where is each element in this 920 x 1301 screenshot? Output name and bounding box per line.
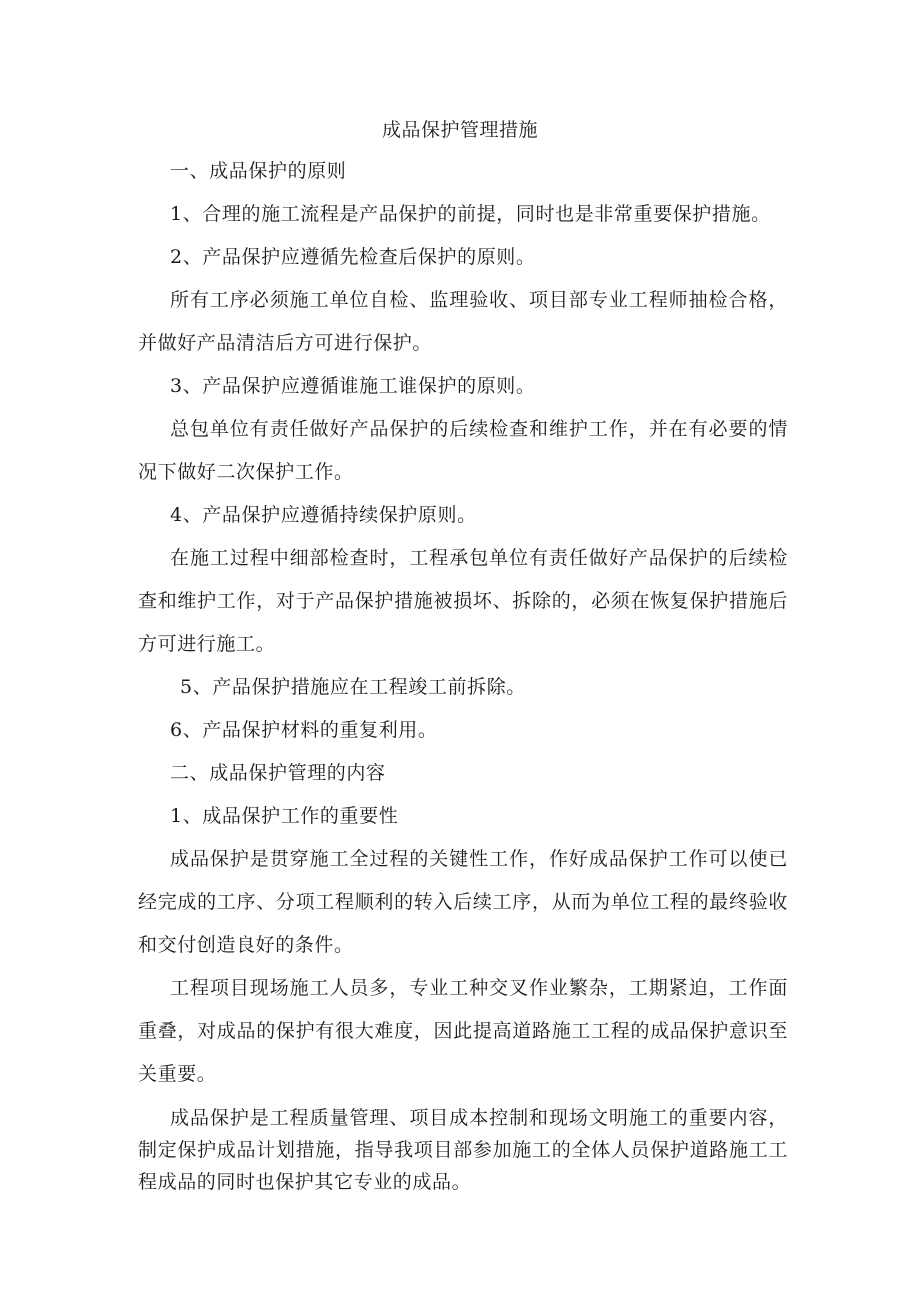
document-body <box>138 150 788 1198</box>
paragraph: 6、产品保护材料的重复利用。 <box>170 719 438 741</box>
section-heading-principles: 一、成品保护的原则 <box>170 160 347 182</box>
paragraph: 在施工过程中细部检查时，工程承包单位有责任做好产品保护的后续检查和维护工作，对于产品保护措施被损坏、拆除的，必须在恢复保护措施后方可进行施工。 <box>138 547 788 655</box>
paragraph: 成品保护是贯穿施工全过程的关键性工作，作好成品保护工作可以使已经完成的工序、分项工程顺利的转入后续工序，从而为单位工程的最终验收和交付创造良好的条件。 <box>138 848 788 956</box>
section-heading-content: 二、成品保护管理的内容 <box>170 762 386 784</box>
paragraph: 2、产品保护应遵循先检查后保护的原则。 <box>170 246 536 268</box>
paragraph: 成品保护是工程质量管理、项目成本控制和现场文明施工的重要内容，制定保护成品计划措施，指导我项目部参加施工的全体人员保护道路施工工程成品的同时也保护其它专业的成品。 <box>138 1107 788 1193</box>
paragraph: 总包单位有责任做好产品保护的后续检查和维护工作，并在有必要的情况下做好二次保护工作。 <box>138 418 788 483</box>
paragraph: 1、成品保护工作的重要性 <box>170 805 399 827</box>
paragraph: 1、合理的施工流程是产品保护的前提，同时也是非常重要保护措施。 <box>170 203 771 225</box>
paragraph: 4、产品保护应遵循持续保护原则。 <box>170 504 477 526</box>
paragraph: 5、产品保护措施应在工程竣工前拆除。 <box>180 676 526 698</box>
paragraph: 工程项目现场施工人员多，专业工种交叉作业繁杂，工期紧迫，工作面重叠，对成品的保护有很大难度，因此提高道路施工工程的成品保护意识至关重要。 <box>138 977 788 1085</box>
paragraph: 3、产品保护应遵循谁施工谁保护的原则。 <box>170 375 536 397</box>
document-title: 成品保护管理措施 <box>381 119 538 141</box>
paragraph: 所有工序必须施工单位自检、监理验收、项目部专业工程师抽检合格，并做好产品清洁后方可进行保护。 <box>138 289 788 354</box>
